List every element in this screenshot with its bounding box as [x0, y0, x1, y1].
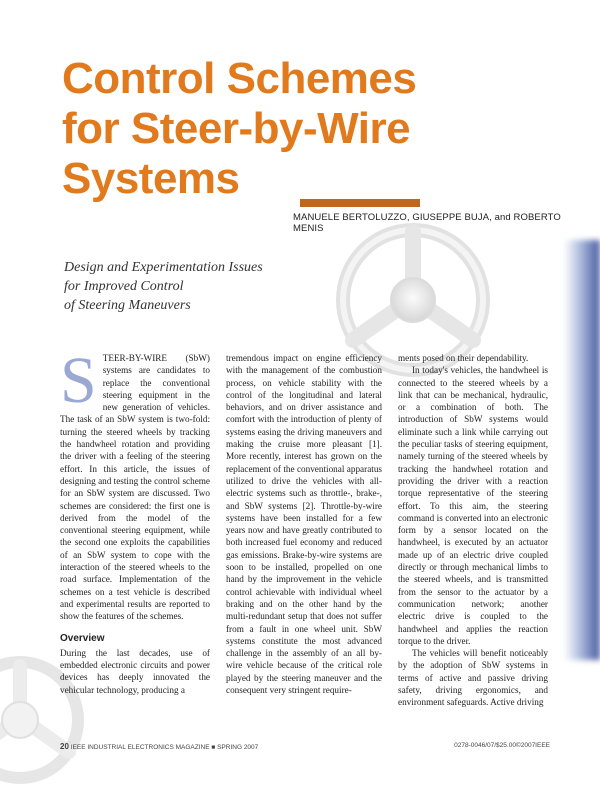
body-paragraph: tremendous impact on engine efficiency with the management of the combustion process, on vehicle stability with the control of the longitudinal and lateral behaviors, and on driver assistance and comfort with the introduction of plenty of systems easing the driving maneuvers and making the cruise more pleasant [1]. More recently, interest has grown on the replacement of the conventional apparatus utilized to drive the vehicles with all-electric systems such as throttle-, brake-, and SbW systems [2]. Throttle-by-wire systems have been installed for a few years now and have greatly contributed to both increased fuel economy and reduced gas emissions. Brake-by-wire systems are soon to be installed, propelled on one hand by the improvement in the vehicle control achievable with individual wheel braking and on the other hand by the multi-redundant setup that does not suffer from a fault in one wheel unit. SbW systems constitute the most advanced challenge in the assembly of an all by-wire vehicle because of the critical role played by the steering maneuver and the consequent very stringent require-: [226, 353, 382, 696]
intro-paragraph: TEER-BY-WIRE (SbW) systems are candidates to replace the conventional steering equipment in the new generation of vehicles. The task of an SbW system is two-fold: turning the steered wheels by tracking the handwheel rotation and providing the driver with a feeling of the steering effort. In this article, the issues of designing and testing the control scheme for an SbW system are discussed. Two schemes are considered: the first one is derived from the model of the conventional steering equipment, while the second one exploits the capabilities of an SbW system to cope with the interaction of the steered wheels to the road surface. Implementation of the schemes on a test vehicle is described and experimental results are reported to show the features of the schemes.: [60, 353, 210, 622]
drop-cap: S: [60, 344, 97, 417]
copyright-code: 0278-0046/07/$25.00©2007IEEE: [454, 742, 550, 749]
decorative-edge-gradient: [564, 240, 600, 660]
issue-date: SPRING 2007: [217, 744, 259, 751]
body-paragraph: The vehicles will benefit noticeably by the adoption of SbW systems in terms of active and passive driving safety, driving ergonomics, and environment safeguards. Active driving: [398, 648, 548, 708]
article-deck: Design and Experimentation Issues for Improved Control of Steering Maneuvers: [64, 260, 263, 313]
column-3: [398, 352, 548, 709]
article-title: Control Schemes for Steer-by-Wire Systems: [62, 54, 417, 203]
body-paragraph: In today's vehicles, the handwheel is connected to the steered wheels by a link that can be mechanical, hydraulic, or a combination of both. The introduction of SbW systems would eliminate such a link while carrying out the peculiar tasks of steering equipment, namely turning of the steered wheels by tracking the handwheel rotation and providing the driver with a reaction torque representative of the steering effort. To this aim, the steering command is converted into an electronic form by a sensor located on the handwheel, is executed by an actuator made up of an electric drive coupled directly or through mechanical limbs to the steered wheels, and is transmitted from the sensor to the actuator by a communication network; another electric drive is coupled to the handwheel and applies the reaction torque to the driver.: [398, 365, 548, 646]
magazine-name: IEEE INDUSTRIAL ELECTRONICS MAGAZINE: [70, 744, 210, 751]
page-footer: [60, 740, 550, 754]
footer-separator: ■: [211, 744, 216, 751]
section-heading-overview: Overview: [60, 632, 105, 644]
page-number: 20: [60, 742, 69, 751]
title-rule: [300, 199, 420, 207]
overview-paragraph: During the last decades, use of embedded electronic circuits and power devices has deeply innovated the vehicular technology, producing a: [60, 647, 210, 695]
body-paragraph: ments posed on their dependability.: [398, 353, 529, 363]
column-2: [226, 352, 382, 696]
column-1: [60, 344, 210, 696]
author-line: MANUELE BERTOLUZZO, GIUSEPPE BUJA, and ROBERTO MENIS: [293, 212, 561, 234]
footer-left: [60, 742, 258, 751]
